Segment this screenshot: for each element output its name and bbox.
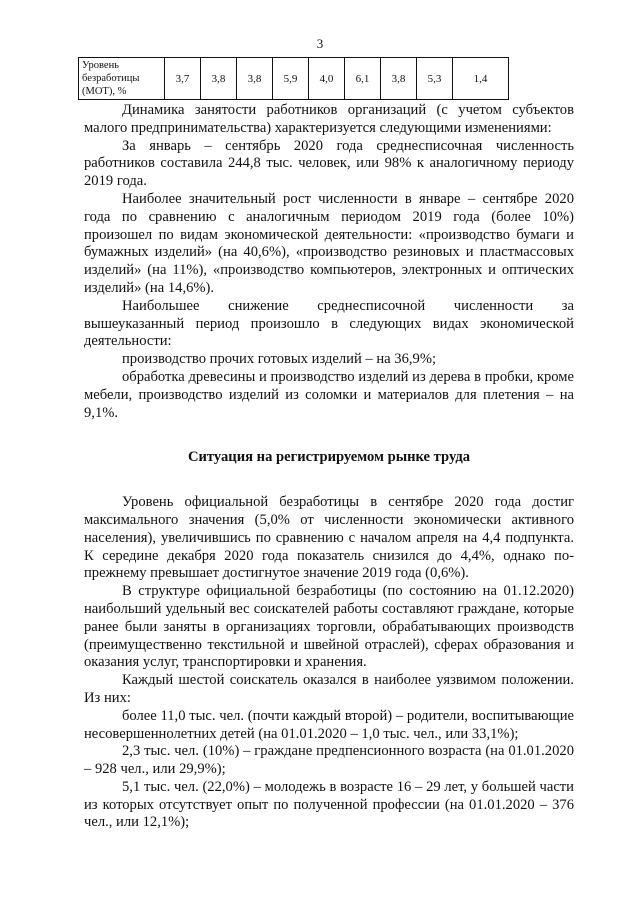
paragraph: Наиболее значительный рост численности в январе – сентябре 2020 года по сравнению с аналогичным периодом 2019 года (более 10%) произошел по видам экономической деятельности: «производство бумаги и бумажных изделий» (на 40,6%), «производство резиновых и пластмассовых изделий» (на 11%), «производство компьютеров, электронных и оптических изделий» (на 14,6%). — [84, 190, 574, 296]
paragraph: Наибольшее снижение среднесписочной численности за вышеуказанный период произошло в следующих видах экономической деятельности: — [84, 297, 574, 350]
table-cell: 6,1 — [345, 58, 381, 100]
document-body — [84, 102, 574, 832]
table-cell: 4,0 — [309, 58, 345, 100]
table-cell: 5,9 — [273, 58, 309, 100]
paragraph: производство прочих готовых изделий – на 36,9%; — [122, 351, 437, 368]
table-cell: 5,3 — [417, 58, 453, 100]
table-cell: 3,8 — [201, 58, 237, 100]
paragraph: За январь – сентябрь 2020 года среднесписочная численность работников составила 244,8 тыс. человек, или 98% к аналогичному периоду 2019 года. — [84, 137, 574, 190]
section-title: Ситуация на регистрируемом рынке труда — [187, 449, 471, 466]
paragraph: В структуре официальной безработицы (по состоянию на 01.12.2020) наибольший удельный вес соискателей работы составляют граждане, которые ранее были заняты в организациях торговли, обрабатывающих производств (преимущественно текстильной и швейной отраслей), сферах образования и оказания услуг, транспортировки и хранения. — [84, 583, 574, 671]
paragraph: Уровень официальной безработицы в сентябре 2020 года достиг максимального значения (5,0% от численности экономически активного населения), увеличившись по сравнению с началом апреля на 4,4 подпункта. К середине декабря 2020 года показатель снизился до 4,4%, однако по-прежнему превышает достигнутое значение 2019 года (0,6%). — [84, 494, 574, 582]
table-cell: 1,4 — [453, 58, 509, 100]
paragraph: более 11,0 тыс. чел. (почти каждый второй) – родители, воспитывающие несовершеннолетних детей (на 01.01.2020 – 1,0 тыс. чел., или 33,1%); — [84, 707, 574, 742]
paragraph: обработка древесины и производство изделий из дерева в пробки, кроме мебели, производство изделий из соломки и материалов для плетения – на 9,1%. — [84, 368, 574, 421]
paragraph: Каждый шестой соискатель оказался в наиболее уязвимом положении. Из них: — [84, 672, 574, 706]
paragraph: 5,1 тыс. чел. (22,0%) – молодежь в возрасте 16 – 29 лет, у большей части из которых отсутствует опыт по полученной профессии (на 01.01.2020 – 376 чел., или 12,1%); — [84, 778, 574, 831]
table-row-label: Уровень безработицы (МОТ), % — [79, 58, 165, 100]
paragraph: Динамика занятости работников организаций (с учетом субъектов малого предпринимательства) характеризуется следующими изменениями: — [84, 102, 574, 136]
table-row — [79, 58, 509, 100]
table-cell: 3,8 — [381, 58, 417, 100]
paragraph: 2,3 тыс. чел. (10%) – граждане предпенсионного возраста (на 01.01.2020 – 928 чел., или 29,9%); — [84, 743, 574, 778]
page-number: 3 — [316, 36, 324, 51]
table-cell: 3,8 — [237, 58, 273, 100]
table-cell: 3,7 — [165, 58, 201, 100]
unemployment-table — [78, 57, 509, 100]
